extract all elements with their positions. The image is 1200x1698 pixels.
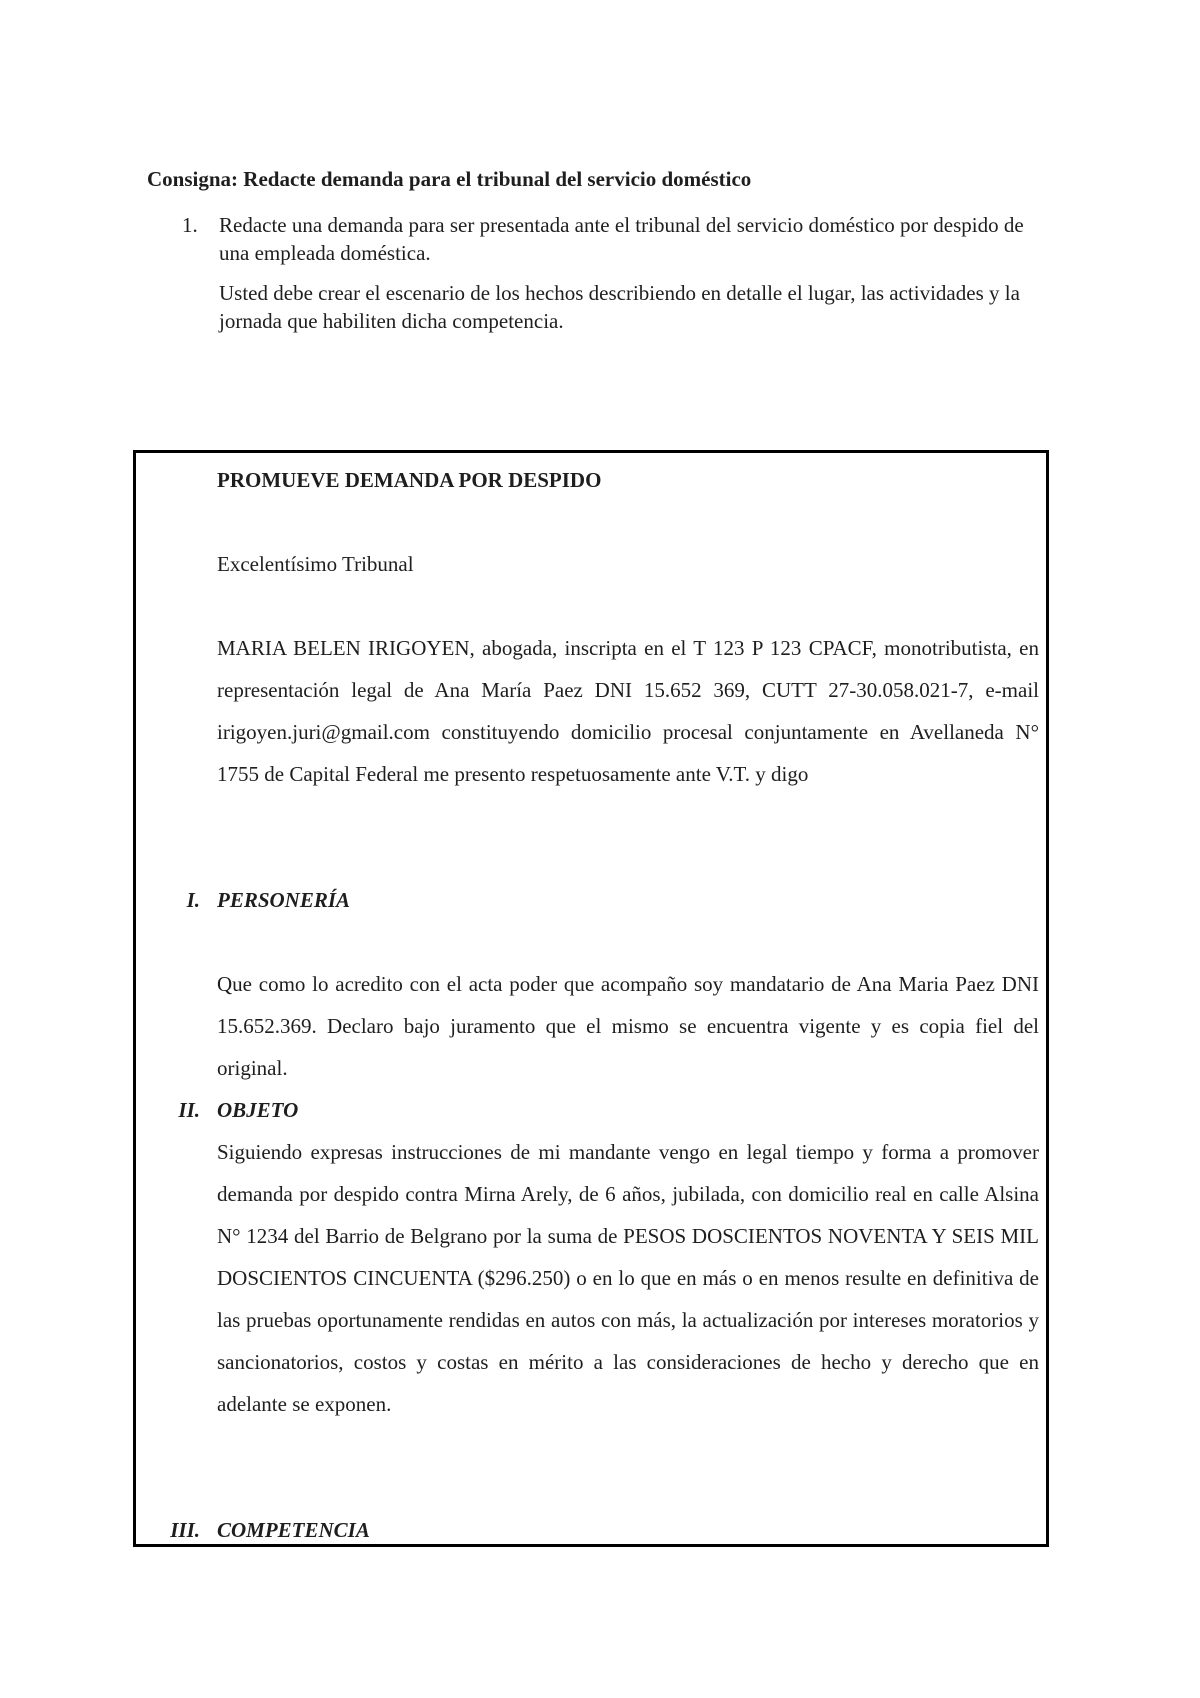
section-title-objeto: OBJETO [217, 1098, 299, 1122]
section-title-competencia: COMPETENCIA [217, 1518, 370, 1542]
assignment-paragraph-1: Redacte una demanda para ser presentada ante el tribunal del servicio doméstico por despido de una empleada doméstica. [219, 213, 1024, 265]
section-body-objeto: Siguiendo expresas instrucciones de mi mandante vengo en legal tiempo y forma a promover demanda por despido contra Mirna Arely, de 6 años, jubilada, con domicilio real en calle Alsina N° 1234 del Barrio de Belgrano por la suma de PESOS DOSCIENTOS NOVENTA Y SEIS MIL DOSCIENTOS CINCUENTA ($296.250) o en lo que en más o en menos resulte en definitiva de las pruebas oportunamente rendidas en autos con más, la actualización por intereses moratorios y sancionatorios, costos y costas en mérito a las consideraciones de hecho y derecho que en adelante se exponen. [217, 1140, 1039, 1416]
section-title-personeria: PERSONERÍA [217, 888, 351, 912]
section-number: III. [170, 1518, 200, 1542]
section-number: II. [178, 1098, 200, 1122]
section-body-personeria: Que como lo acredito con el acta poder que acompaño soy mandatario de Ana Maria Paez DNI 15.652.369. Declaro bajo juramento que el mismo se encuentra vigente y es copia fiel del original. [217, 972, 1039, 1080]
assignment-paragraph-2: Usted debe crear el escenario de los hechos describiendo en detalle el lugar, las actividades y la jornada que habiliten dicha competencia. [219, 281, 1020, 333]
assignment-title: Consigna: Redacte demanda para el tribunal del servicio doméstico [147, 167, 752, 191]
section-number: I. [186, 888, 200, 912]
assignment-item-number: 1. [182, 213, 198, 237]
demand-salutation: Excelentísimo Tribunal [217, 552, 414, 576]
demand-heading: PROMUEVE DEMANDA POR DESPIDO [217, 468, 602, 492]
demand-intro-paragraph: MARIA BELEN IRIGOYEN, abogada, inscripta en el T 123 P 123 CPACF, monotributista, en representación legal de Ana María Paez DNI 15.652 369, CUTT 27-30.058.021-7, e-mail irigoyen.juri@gmail.com constituyendo domicilio procesal conjuntamente en Avellaneda N° 1755 de Capital Federal me presento respetuosamente ante V.T. y digo [217, 636, 1039, 786]
assignment-item-text [219, 211, 1059, 347]
